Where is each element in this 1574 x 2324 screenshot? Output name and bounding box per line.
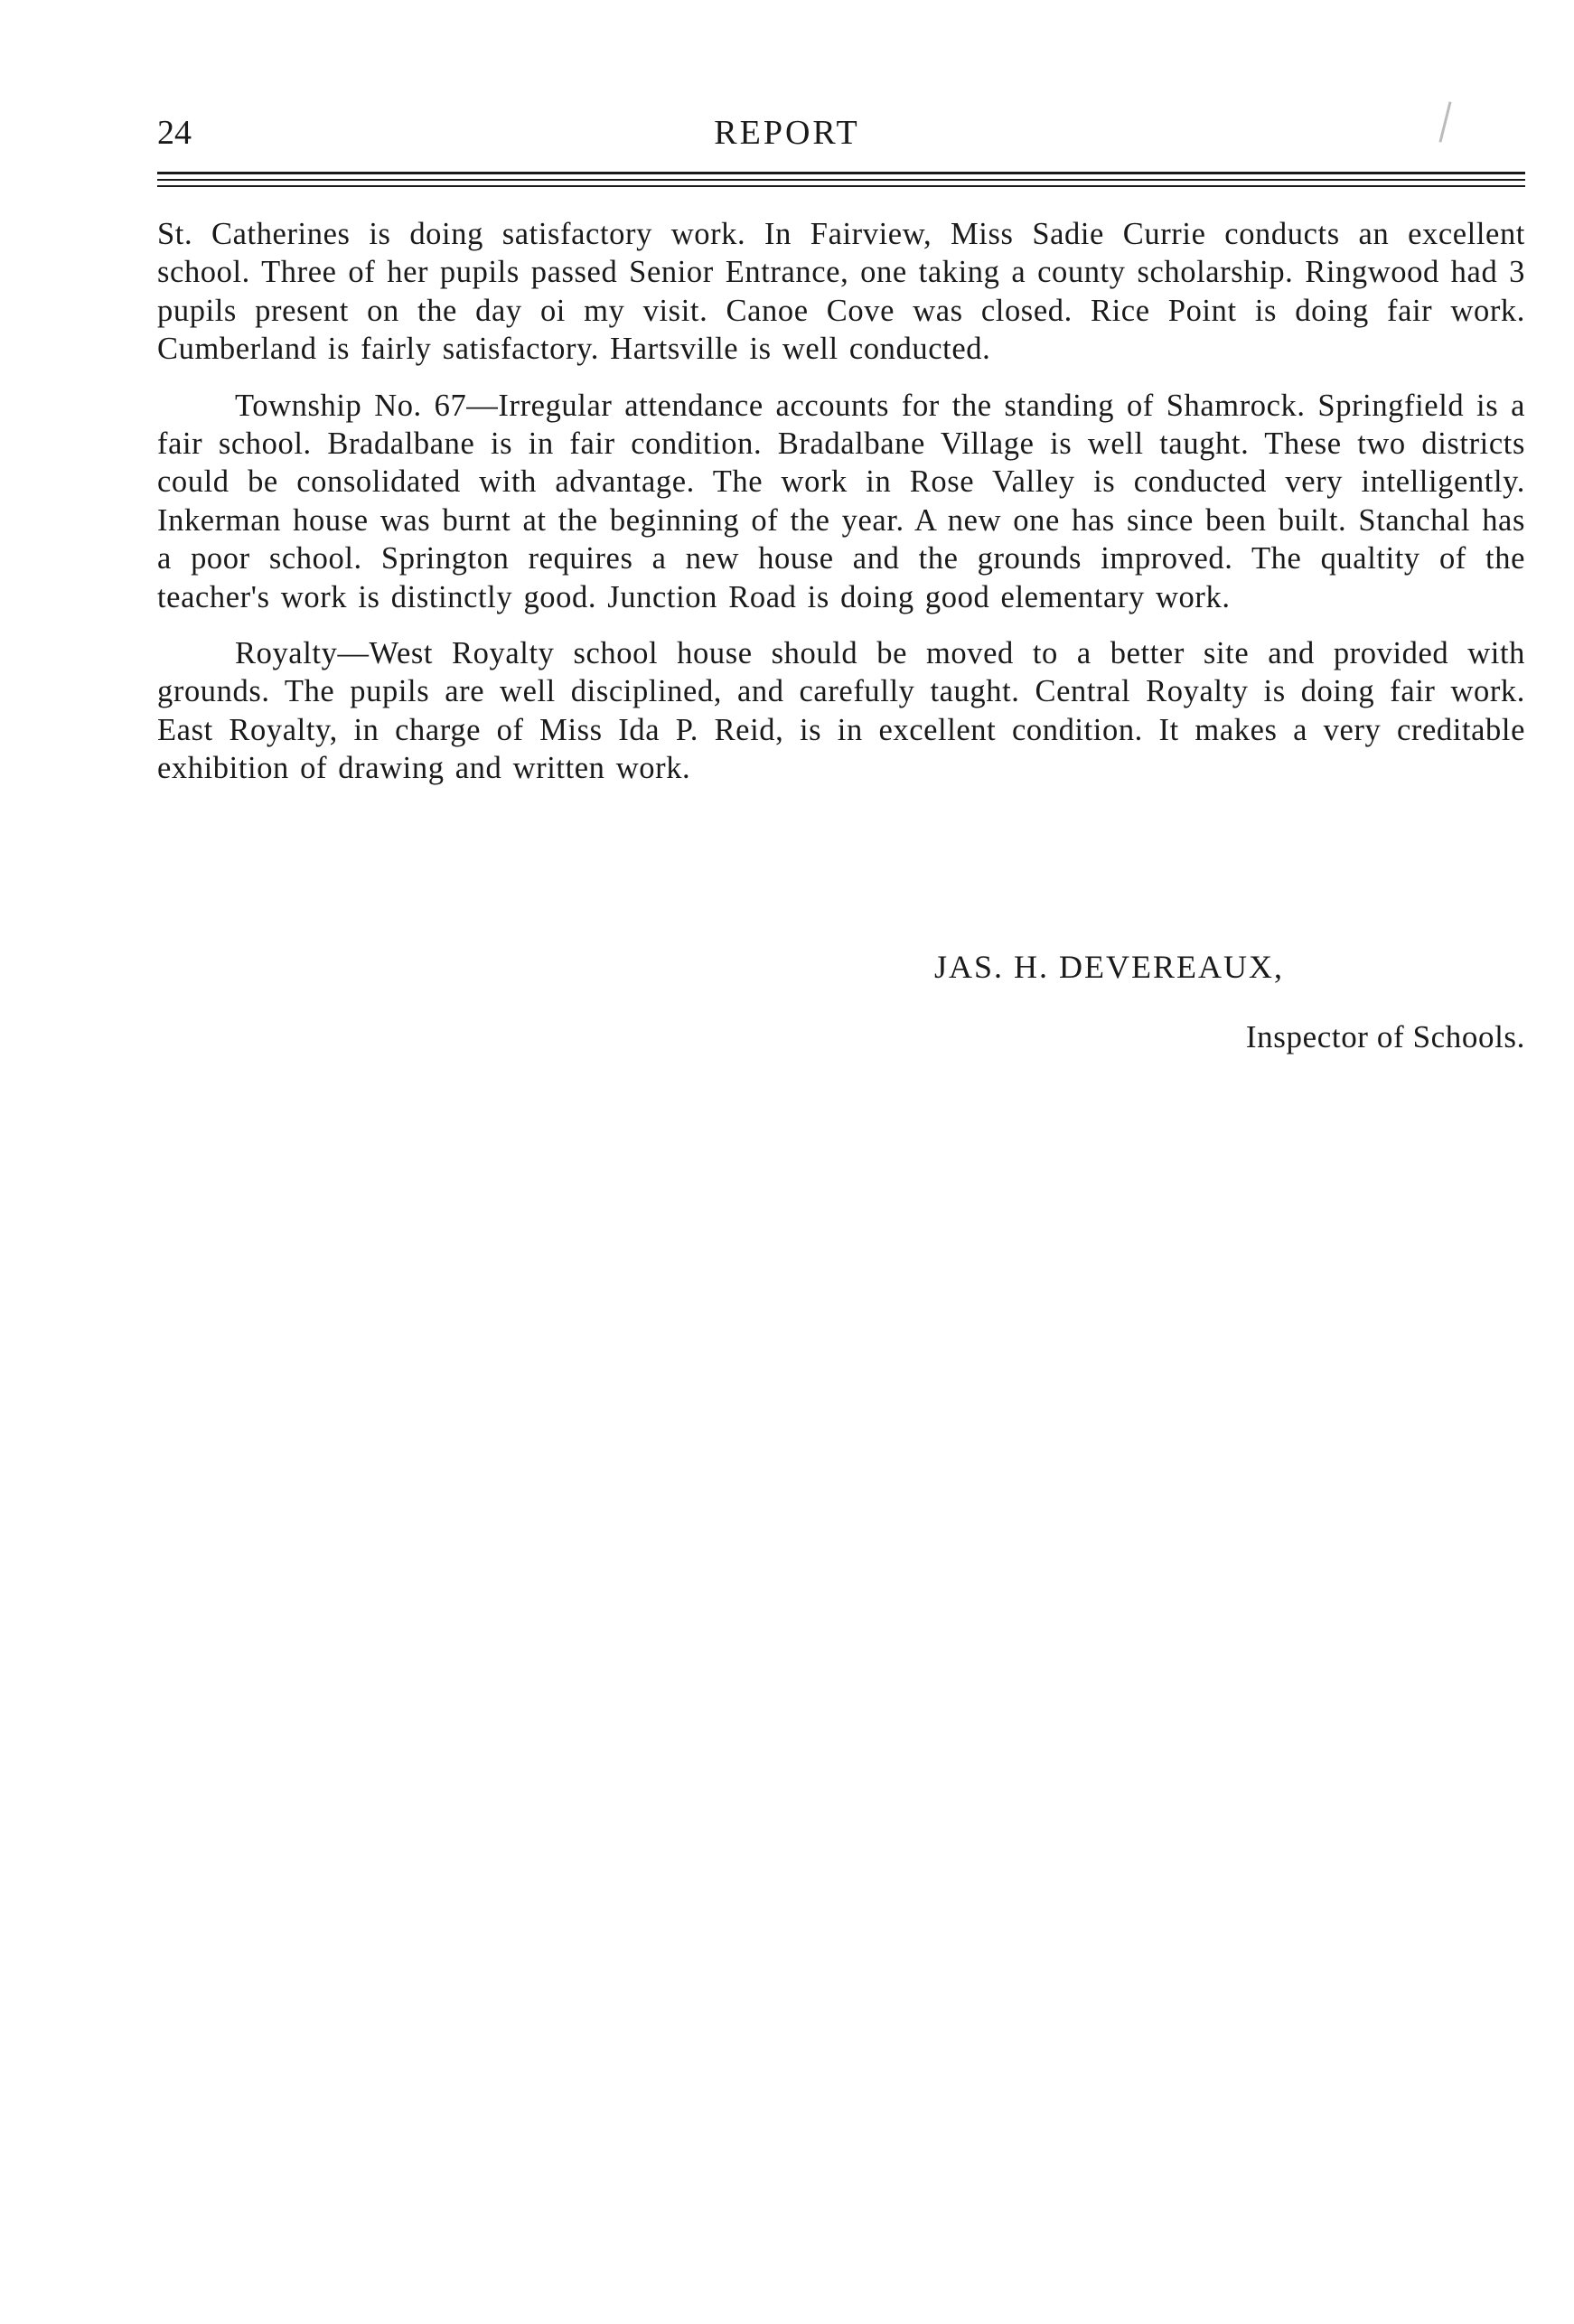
signature-name: JAS. H. DEVEREAUX, — [934, 949, 1284, 985]
header-rule-top — [157, 172, 1525, 174]
page-number: 24 — [157, 114, 192, 152]
header-rule-bottom — [157, 185, 1525, 187]
report-body — [157, 215, 1525, 806]
header-rule-middle — [157, 179, 1525, 181]
paragraph-st-catherines: St. Catherines is doing satisfactory work. In Fairview, Miss Sadie Currie conducts an excellent school. Three of her pupils passed Senior Entrance, one taking a county scholarship. Ringwood had 3 pupils present on the day oi my visit. Canoe Cove was closed. Rice Point is doing fair work. Cumberland is fairly satisfactory. Hartsville is well conducted. — [157, 217, 1525, 367]
paragraph-royalty: Royalty—West Royalty school house should be moved to a better site and provided with grounds. The pupils are well disciplined, and carefully taught. Central Royalty is doing fair work. East Royalty, in charge of Miss Ida P. Reid, is in excellent condition. It makes a very creditable exhibition of drawing and written work. — [157, 636, 1525, 786]
running-title: REPORT — [714, 114, 860, 152]
signature-title: Inspector of Schools. — [1245, 1019, 1525, 1054]
paragraph-township-67: Township No. 67—Irregular attendance accounts for the standing of Shamrock. Springfield is a fair school. Bradalbane is in fair condition. Bradalbane Village is well taught. These two districts could be consolidated with advantage. The work in Rose Valley is conducted very intelligently. Inkerman house was burnt at the beginning of the year. A new one has since been built. Stanchal has a poor school. Springton requires a new house and the grounds improved. The qualtity of the teacher's work is distinctly good. Junction Road is doing good elementary work. — [157, 388, 1525, 614]
